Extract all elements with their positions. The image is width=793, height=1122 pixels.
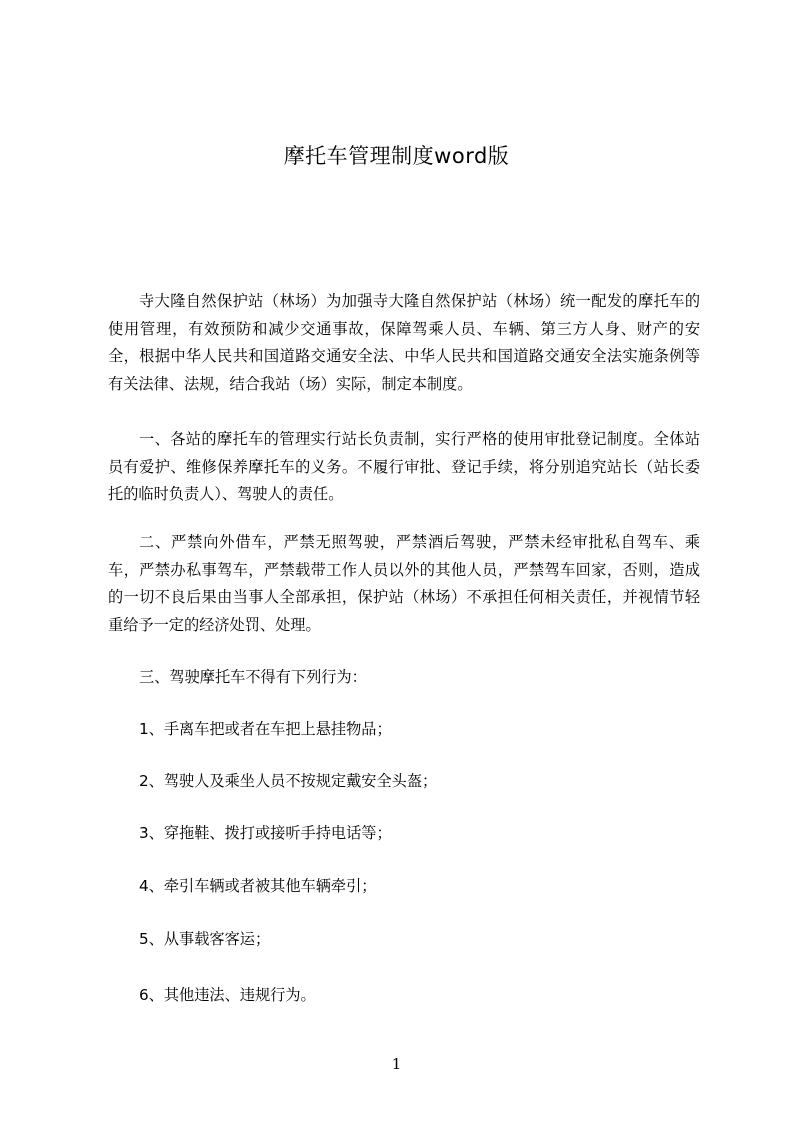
- list-item: 1、手离车把或者在车把上悬挂物品；: [139, 720, 392, 738]
- rule-paragraph-2: 二、严禁向外借车，严禁无照驾驶，严禁酒后驾驶，严禁未经审批私自驾车、乘车，严禁办私事驾车，严禁载带工作人员以外的其他人员，严禁驾车回家，否则，造成的一切不良后果由当事人全部承担，保护站（林场）不承担任何相关责任，并视情节轻重给予一定的经济处罚、处理。: [108, 533, 700, 634]
- section-heading-3: 三、驾驶摩托车不得有下列行为：: [139, 668, 367, 686]
- intro-paragraph: 寺大隆自然保护站（林场）为加强寺大隆自然保护站（林场）统一配发的摩托车的使用管理，有效预防和减少交通事故，保障驾乘人员、车辆、第三方人身、财产的安全，根据中华人民共和国道路交通安全法、中华人民共和国道路交通安全法实施条例等有关法律、法规，结合我站（场）实际，制定本制度。: [108, 292, 700, 393]
- document-title: 摩托车管理制度word版: [283, 144, 510, 168]
- page-number: 1: [391, 1055, 402, 1073]
- rule-paragraph-1: 一、各站的摩托车的管理实行站长负责制，实行严格的使用审批登记制度。全体站员有爱护、维修保养摩托车的义务。不履行审批、登记手续，将分别追究站长（站长委托的临时负责人）、驾驶人的责任。: [108, 430, 700, 503]
- list-item: 4、牵引车辆或者被其他车辆牵引；: [139, 877, 377, 895]
- list-item: 2、驾驶人及乘坐人员不按规定戴安全头盔；: [139, 772, 438, 790]
- list-item: 6、其他违法、违规行为。: [139, 986, 316, 1004]
- list-item: 3、穿拖鞋、拨打或接听手持电话等；: [139, 824, 392, 842]
- list-item: 5、从事载客客运；: [139, 930, 271, 948]
